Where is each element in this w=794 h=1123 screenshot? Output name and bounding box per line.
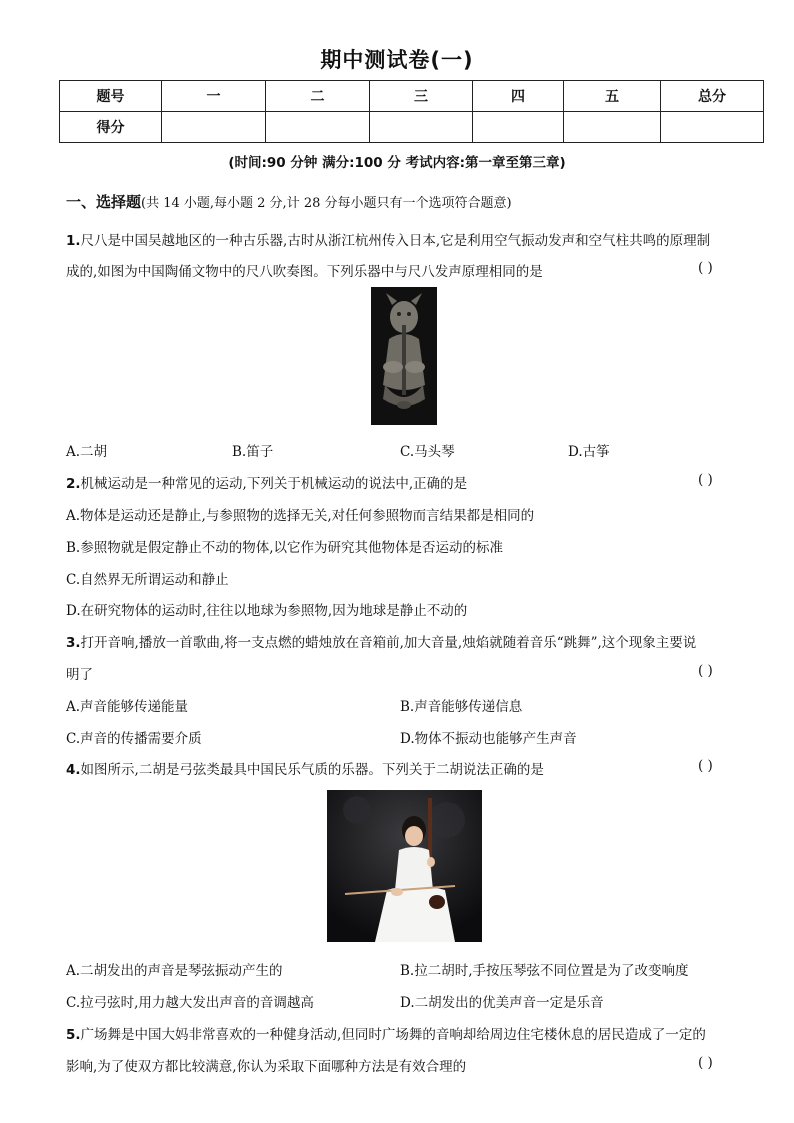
- score-table: [59, 80, 764, 143]
- question-number: 4.: [66, 762, 81, 778]
- answer-blank[interactable]: ( ): [698, 758, 713, 774]
- question-number: 3.: [66, 635, 81, 651]
- question-3-line-1: [66, 631, 696, 651]
- question-text: 打开音响,播放一首歌曲,将一支点燃的蜡烛放在音箱前,加大音量,烛焰就随着音乐“跳舞”,这个现象主要说: [80, 635, 697, 651]
- score-entry-cell[interactable]: [266, 112, 370, 143]
- exam-info: (时间:90 分钟 满分:100 分 考试内容:第一章至第三章): [228, 155, 566, 171]
- section-heading: [66, 191, 512, 212]
- score-row-label: 得分: [60, 112, 162, 143]
- q2-option-c[interactable]: C.自然界无所谓运动和静止: [66, 572, 229, 588]
- q2-option-a[interactable]: A.物体是运动还是静止,与参照物的选择无关,对任何参照物而言结果都是相同的: [66, 508, 535, 524]
- score-table-header-row: [60, 81, 764, 112]
- q4-option-d[interactable]: D.二胡发出的优美声音一定是乐音: [400, 995, 604, 1011]
- question-number: 1.: [66, 233, 81, 249]
- score-header-cell: 四: [473, 81, 564, 112]
- score-entry-cell[interactable]: [661, 112, 764, 143]
- q1-option-a[interactable]: A.二胡: [66, 444, 108, 460]
- section-description: (共 14 小题,每小题 2 分,计 28 分每小题只有一个选项符合题意): [141, 196, 512, 211]
- question-1-line-1: [66, 229, 710, 249]
- q3-option-a[interactable]: A.声音能够传递能量: [66, 699, 189, 715]
- q4-option-c[interactable]: C.拉弓弦时,用力越大发出声音的音调越高: [66, 995, 314, 1011]
- question-text: 广场舞是中国大妈非常喜欢的一种健身活动,但同时广场舞的音响却给周边住宅楼休息的居民造成了一定的: [80, 1027, 706, 1043]
- score-header-cell: 三: [370, 81, 473, 112]
- answer-blank[interactable]: ( ): [698, 260, 713, 276]
- question-5-line-1: [66, 1023, 706, 1043]
- answer-blank[interactable]: ( ): [698, 663, 713, 679]
- question-5-line-2: 影响,为了使双方都比较满意,你认为采取下面哪种方法是有效合理的: [66, 1059, 467, 1075]
- q3-option-d[interactable]: D.物体不振动也能够产生声音: [400, 731, 577, 747]
- page-title: 期中测试卷(一): [320, 48, 474, 72]
- erhu-player-photo: [327, 790, 482, 942]
- score-table-score-row: [60, 112, 764, 143]
- score-entry-cell[interactable]: [370, 112, 473, 143]
- answer-blank[interactable]: ( ): [698, 472, 713, 488]
- question-text: 尺八是中国吴越地区的一种古乐器,古时从浙江杭州传入日本,它是利用空气振动发声和空气柱共鸣的原理制: [80, 233, 711, 249]
- question-number: 5.: [66, 1027, 81, 1043]
- score-header-cell: 二: [266, 81, 370, 112]
- question-1-line-2: 成的,如图为中国陶俑文物中的尺八吹奏图。下列乐器中与尺八发声原理相同的是: [66, 264, 543, 280]
- q4-option-b[interactable]: B.拉二胡时,手按压琴弦不同位置是为了改变响度: [400, 963, 689, 979]
- score-entry-cell[interactable]: [564, 112, 661, 143]
- section-title: 一、选择题: [66, 193, 142, 211]
- score-entry-cell[interactable]: [162, 112, 266, 143]
- question-number: 2.: [66, 476, 81, 492]
- score-header-cell: 五: [564, 81, 661, 112]
- clay-figurine-shakuhachi-image: [371, 287, 437, 425]
- question-text: 机械运动是一种常见的运动,下列关于机械运动的说法中,正确的是: [80, 476, 468, 492]
- question-text: 如图所示,二胡是弓弦类最具中国民乐气质的乐器。下列关于二胡说法正确的是: [80, 762, 544, 778]
- score-header-cell: 题号: [60, 81, 162, 112]
- score-header-cell: 一: [162, 81, 266, 112]
- q1-option-d[interactable]: D.古筝: [568, 444, 610, 460]
- question-4: [66, 758, 544, 778]
- q1-option-b[interactable]: B.笛子: [232, 444, 274, 460]
- q3-option-b[interactable]: B.声音能够传递信息: [400, 699, 523, 715]
- answer-blank[interactable]: ( ): [698, 1055, 713, 1071]
- score-header-cell: 总分: [661, 81, 764, 112]
- q4-option-a[interactable]: A.二胡发出的声音是琴弦振动产生的: [66, 963, 283, 979]
- q3-option-c[interactable]: C.声音的传播需要介质: [66, 731, 202, 747]
- score-entry-cell[interactable]: [473, 112, 564, 143]
- question-2: [66, 472, 467, 492]
- q2-option-b[interactable]: B.参照物就是假定静止不动的物体,以它作为研究其他物体是否运动的标准: [66, 540, 504, 556]
- q2-option-d[interactable]: D.在研究物体的运动时,往往以地球为参照物,因为地球是静止不动的: [66, 603, 468, 619]
- q1-option-c[interactable]: C.马头琴: [400, 444, 455, 460]
- question-3-line-2: 明了: [66, 667, 93, 683]
